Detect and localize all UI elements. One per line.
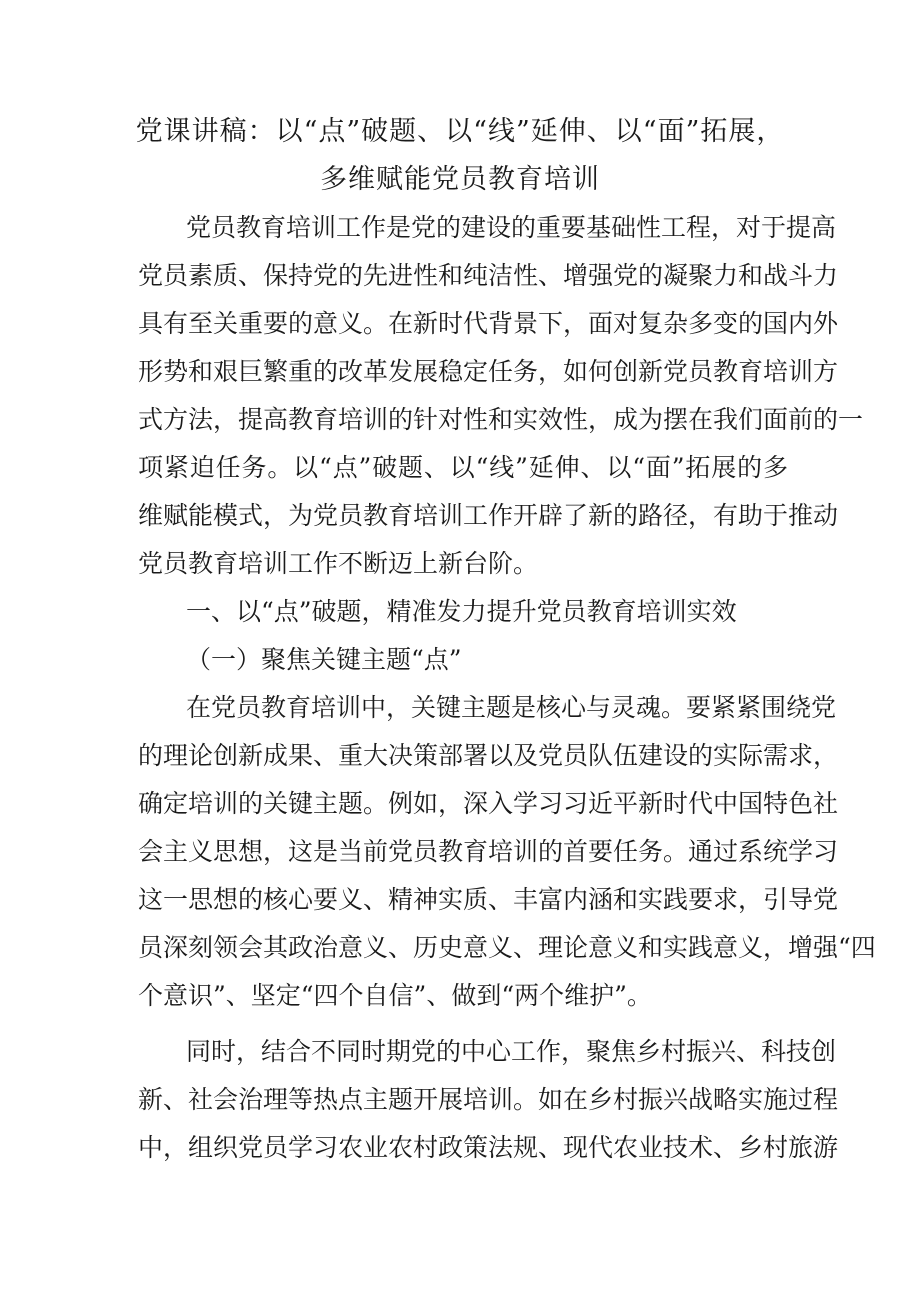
paragraph-line: 在党员教育培训中，关键主题是核心与灵魂。要紧紧围绕党 [186, 693, 837, 722]
paragraph-line: 党员教育培训工作是党的建设的重要基础性工程，对于提高 [186, 213, 837, 242]
paragraph-line: 这一思想的核心要义、精神实质、丰富内涵和实践要求，引导党 [138, 885, 839, 914]
paragraph-line: 的理论创新成果、重大决策部署以及党员队伍建设的实际需求， [138, 741, 839, 770]
paragraph-line: 员深刻领会其政治意义、历史意义、理论意义和实践意义，增强“四 [138, 933, 876, 962]
paragraph-line: 形势和艰巨繁重的改革发展稳定任务，如何创新党员教育培训方 [138, 357, 839, 386]
paragraph-line: 式方法，提高教育培训的针对性和实效性，成为摆在我们面前的一 [138, 405, 864, 434]
section-heading: 一、以“点”破题，精准发力提升党员教育培训实效 [186, 597, 737, 626]
paragraph-line: 党员素质、保持党的先进性和纯洁性、增强党的凝聚力和战斗力 [138, 261, 839, 290]
paragraph-line: 确定培训的关键主题。例如，深入学习习近平新时代中国特色社 [138, 789, 839, 818]
paragraph-line: 党员教育培训工作不断迈上新台阶。 [138, 549, 539, 578]
paragraph-line: 个意识”、坚定“四个自信”、做到“两个维护”。 [138, 981, 652, 1010]
paragraph-line: 项紧迫任务。以“点”破题、以“线”延伸、以“面”拓展的多 [138, 453, 788, 482]
paragraph-line: 维赋能模式，为党员教育培训工作开辟了新的路径，有助于推动 [138, 501, 839, 530]
subsection-heading: （一）聚焦关键主题“点” [186, 645, 462, 674]
paragraph-line: 会主义思想，这是当前党员教育培训的首要任务。通过系统学习 [138, 837, 839, 866]
paragraph-line: 具有至关重要的意义。在新时代背景下，面对复杂多变的国内外 [138, 309, 839, 338]
document-title-line-1: 党课讲稿：以“点”破题、以“线”延伸、以“面”拓展， [135, 116, 785, 147]
document-title-line-2: 多维赋能党员教育培训 [320, 164, 600, 195]
paragraph-line: 同时，结合不同时期党的中心工作，聚焦乡村振兴、科技创 [186, 1037, 837, 1066]
paragraph-line: 新、社会治理等热点主题开展培训。如在乡村振兴战略实施过程 [138, 1085, 839, 1114]
paragraph-line: 中，组织党员学习农业农村政策法规、现代农业技术、乡村旅游 [138, 1133, 839, 1162]
